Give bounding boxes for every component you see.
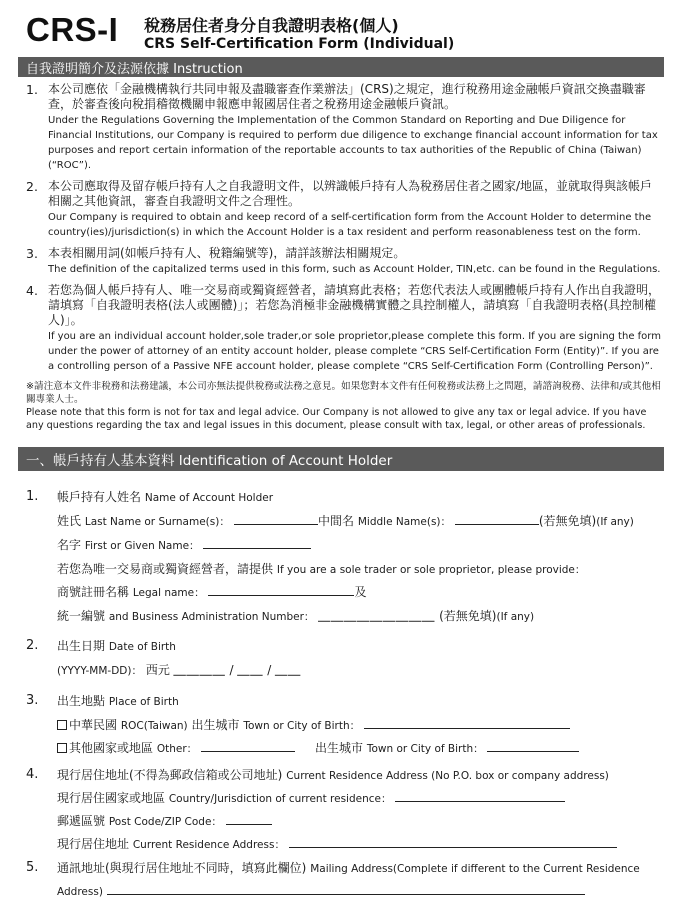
post-code-field[interactable] [226, 813, 272, 825]
other-country-field[interactable] [201, 740, 295, 752]
item-text-zh: 若您為個人帳戶持有人、唯一交易商或獨資經營者，請填寫此表格；若您代表法人或團體帳戶持有人作出自我證明，請填寫「自我證明表格(法人或團體)」；若您為消極非金融機構實體之具控制權人，請填寫「自我證明表格(具控制權人)」。 [48, 283, 661, 327]
instruction-section-header [18, 57, 664, 77]
other-city-row: 出生城市 Town or City of Birth： [315, 739, 579, 758]
residence-address-row: 現行居住地址 Current Residence Address： [57, 835, 617, 854]
first-name-row: 名字 First or Given Name： [57, 536, 311, 555]
dob-year-field[interactable]: ＿＿＿＿ [173, 663, 226, 677]
dob-month-field[interactable]: ＿＿ [237, 663, 264, 677]
disclaimer-zh: ※請注意本文件非稅務和法務建議，本公司亦無法提供稅務或法務之意見。如果您對本文件有任何稅務或法務上之問題，請諮詢稅務、法律和/或其他相關專業人士。 [26, 381, 661, 405]
roc-city-field[interactable] [364, 717, 570, 729]
legal-name-row: 商號註冊名稱 Legal name： 及 [57, 585, 367, 599]
instruction-item [26, 246, 662, 277]
q1-label: 帳戶持有人姓名 Name of Account Holder [57, 490, 274, 504]
dob-row: (YYYY-MM-DD)： 西元 ＿＿＿＿ / ＿＿ / ＿＿ [57, 663, 302, 677]
q4-label: 現行居住地址(不得為郵政信箱或公司地址) Current Residence Address (No P.O. box or company address) [57, 768, 609, 782]
q2-number: 2. [26, 638, 39, 653]
instruction-list [26, 82, 662, 380]
mailing-address-field[interactable] [107, 883, 585, 895]
identification-section-title: 一、帳戶持有人基本資料 Identification of Account Holder [26, 453, 393, 469]
q3-number: 3. [26, 693, 39, 708]
q5-number: 5. [26, 860, 39, 875]
legal-name-field[interactable] [208, 584, 354, 596]
disclaimer-note [26, 380, 662, 432]
other-country-checkbox[interactable] [57, 743, 67, 753]
middle-name-field[interactable] [455, 513, 539, 525]
item-number: 2. [26, 179, 38, 194]
q2-label: 出生日期 Date of Birth [57, 639, 176, 653]
roc-checkbox[interactable] [57, 720, 67, 730]
middle-name-row: 中間名 Middle Name(s)： (若無免填)(If any) [318, 514, 634, 528]
roc-row: 中華民國 ROC(Taiwan) 出生城市 Town or City of Birth： [57, 716, 570, 735]
residence-address-field[interactable] [289, 836, 617, 848]
item-text-en: Our Company is required to obtain and keep record of a self-certification form from the Account Holder to determine the country(ies)/jurisdiction(s) in which the Account Holder is a tax resident and perform reasonableness test on the form. [48, 212, 652, 238]
other-country-row: 其他國家或地區 Other： [57, 739, 295, 758]
q3-label: 出生地點 Place of Birth [57, 694, 179, 708]
first-name-field[interactable] [203, 537, 311, 549]
item-text-zh: 本表相關用詞(如帳戶持有人、稅籍編號等)，請詳該辦法相關規定。 [48, 246, 406, 260]
mailing-address-row: Address) [57, 882, 585, 901]
residence-country-field[interactable] [395, 790, 565, 802]
item-text-en: Under the Regulations Governing the Implementation of the Common Standard on Reporting and Due Diligence for Financial Institutions, our Company is required to perform due diligence to exchange financial account information for tax purposes and report certain information of the reportable accounts to tax authorities of the Republic of China (Taiwan)(“ROC”). [48, 115, 658, 171]
instruction-section-title: 自我證明簡介及法源依據 Instruction [26, 61, 243, 77]
sole-trader-row: 若您為唯一交易商或獨資經營者，請提供 If you are a sole trader or sole proprietor, please provide： [57, 562, 586, 576]
q1-number: 1. [26, 489, 39, 504]
business-number-row: 統一編號 and Business Administration Number： ＿＿＿＿＿＿＿＿＿ (若無免填)(If any) [57, 609, 535, 623]
instruction-item [26, 283, 662, 374]
disclaimer-en: Please note that this form is not for tax and legal advice. Our Company is not allowed to give any tax or legal advice. If you have any questions regarding the tax and legal issues in this document, please consult with tax, legal, or other areas of professionals. [26, 407, 647, 431]
identification-section-header [18, 447, 664, 471]
item-number: 3. [26, 246, 38, 261]
form-header [26, 10, 666, 54]
dob-day-field[interactable]: ＿＿ [275, 663, 302, 677]
post-code-row: 郵遞區號 Post Code/ZIP Code： [57, 812, 272, 831]
last-name-row: 姓氏 Last Name or Surname(s)： [57, 512, 318, 531]
item-number: 1. [26, 82, 38, 97]
item-number: 4. [26, 283, 38, 298]
item-text-zh: 本公司應依「金融機構執行共同申報及盡職審查作業辦法」(CRS)之規定，進行稅務用途金融帳戶資訊交換盡職審查，於審查後向稅捐稽徵機關申報應申報國居住者之稅務用途金融帳戶資訊。 [48, 82, 646, 111]
item-text-en: If you are an individual account holder,sole trader,or sole proprietor,please complete this form. If you are signing the form under the power of attorney of an entity account holder, please complete “CRS Self-Certification Form (Entity)”. If you are a controlling person of a Passive NFE account holder, please complete “CRS Self-Certification Form (Controlling Person)”. [48, 331, 661, 372]
form-title-en: CRS Self-Certification Form (Individual) [144, 36, 455, 52]
item-text-en: The definition of the capitalized terms used in this form, such as Account Holder, TIN,etc. can be found in the Regulations. [48, 264, 661, 275]
residence-country-row: 現行居住國家或地區 Country/Jurisdiction of current residence： [57, 789, 565, 808]
form-code-logo: CRS-I [26, 11, 119, 48]
instruction-item [26, 179, 662, 240]
instruction-item [26, 82, 662, 173]
business-number-field[interactable]: ＿＿＿＿＿＿＿＿＿ [318, 609, 436, 623]
form-title-zh: 稅務居住者身分自我證明表格(個人) [144, 16, 399, 35]
q5-label: 通訊地址(與現行居住地址不同時，填寫此欄位) Mailing Address(Complete if different to the Current Residence [57, 861, 640, 875]
other-city-field[interactable] [487, 740, 579, 752]
item-text-zh: 本公司應取得及留存帳戶持有人之自我證明文件，以辨識帳戶持有人為稅務居住者之國家/地區，並就取得與該帳戶相關之其他資訊，審查自我證明文件之合理性。 [48, 179, 653, 208]
last-name-field[interactable] [234, 513, 318, 525]
q4-number: 4. [26, 767, 39, 782]
